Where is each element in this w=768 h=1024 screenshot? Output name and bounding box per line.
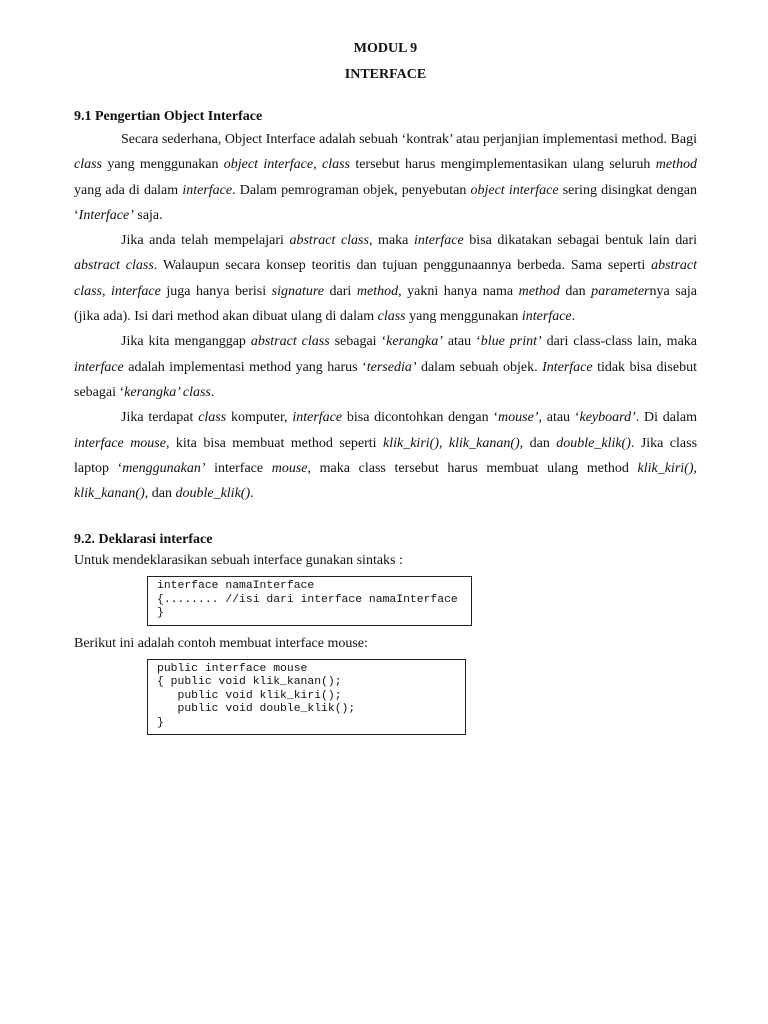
italic-term: double_klik() xyxy=(556,435,631,451)
text-run: . Jika class laptop ‘ xyxy=(74,435,698,476)
module-number: MODUL 9 xyxy=(353,41,418,56)
italic-term: kerangka’ class xyxy=(124,384,211,400)
text-run: Jika terdapat xyxy=(121,410,199,426)
italic-term: interface xyxy=(521,309,572,325)
paragraph-4 xyxy=(74,405,697,506)
italic-term: interface xyxy=(111,283,161,299)
italic-term: klik_kiri(), klik_kanan() xyxy=(383,435,520,451)
module-topic: INTERFACE xyxy=(344,67,427,82)
section-2-heading: 9.2. Deklarasi interface xyxy=(74,532,213,548)
italic-term: method xyxy=(518,283,560,299)
text-run: Jika kita menganggap xyxy=(121,334,251,350)
text-run: bisa dicontohkan dengan ‘ xyxy=(342,410,499,426)
code-line: {........ //isi dari interface namaInterface xyxy=(157,593,458,606)
italic-term: method xyxy=(655,157,698,173)
text-run: . Di dalam xyxy=(635,410,697,426)
text-run: dalam sebuah objek. xyxy=(416,359,543,375)
text-run: . xyxy=(210,384,215,400)
example-code-block xyxy=(147,659,466,736)
text-run: nya saja (jika ada). Isi dari method akan dibuat ulang di dalam xyxy=(74,283,698,325)
text-run: dari xyxy=(324,283,357,299)
italic-term: abstract class xyxy=(250,334,330,350)
text-run: Secara sederhana, Object Interface adalah sebuah ‘kontrak’ atau perjanjian implementasi method. Bagi xyxy=(121,132,697,147)
code-line: public void klik_kiri(); xyxy=(157,689,342,702)
text-run: bisa dikatakan sebagai bentuk lain dari xyxy=(463,233,698,249)
italic-term: interface xyxy=(74,359,124,375)
italic-term: object interface xyxy=(223,157,314,173)
italic-term: kerangka’ xyxy=(386,334,443,350)
italic-term: menggunakan’ xyxy=(122,460,206,476)
paragraph-3 xyxy=(74,329,697,405)
text-run: adalah implementasi method yang harus ‘ xyxy=(123,359,367,375)
italic-term: keyboard’ xyxy=(579,410,636,426)
code-line: { public void klik_kanan(); xyxy=(157,676,342,689)
syntax-intro: Untuk mendeklarasikan sebuah interface gunakan sintaks : xyxy=(74,553,403,569)
italic-term: interface mouse xyxy=(74,435,166,451)
text-run: dan xyxy=(559,283,592,299)
text-run: yang ada di dalam xyxy=(74,182,183,198)
text-run: saja. xyxy=(133,207,163,223)
text-run: komputer, xyxy=(226,410,293,426)
italic-term: abstract class xyxy=(74,258,697,299)
paragraph-1 xyxy=(74,127,697,228)
italic-term: class xyxy=(377,309,406,325)
section-1-heading: 9.1 Pengertian Object Interface xyxy=(74,109,263,124)
italic-term: object interface xyxy=(470,182,559,198)
text-run: , xyxy=(313,157,322,173)
italic-term: Interface’ xyxy=(78,207,134,223)
code-line: interface namaInterface xyxy=(157,580,315,593)
text-run: tidak bisa disebut sebagai ‘ xyxy=(74,359,697,400)
text-run: interface xyxy=(205,460,272,476)
text-run: tersebut harus mengimplementasikan ulang seluruh xyxy=(349,157,656,173)
text-run: atau ‘ xyxy=(442,334,481,350)
text-run: dan xyxy=(148,486,176,502)
italic-term: Interface xyxy=(542,359,593,375)
italic-term: class xyxy=(198,410,227,426)
text-run: , maka xyxy=(368,233,414,249)
example-intro: Berikut ini adalah contoh membuat interface mouse: xyxy=(74,635,368,651)
italic-term: mouse’ xyxy=(498,410,539,426)
text-run: Jika anda telah mempelajari xyxy=(121,233,290,249)
italic-term: abstract class xyxy=(289,233,369,249)
text-run: juga hanya berisi xyxy=(160,283,272,299)
italic-term: interface xyxy=(413,233,464,249)
code-line: } xyxy=(157,607,164,620)
text-run: sebagai ‘ xyxy=(329,334,387,350)
text-run: , maka class tersebut harus membuat ulang method xyxy=(307,460,638,476)
document-page xyxy=(74,36,697,735)
paragraph-2 xyxy=(74,228,697,329)
text-run: , yakni hanya nama xyxy=(398,283,519,299)
code-line: } xyxy=(157,716,164,729)
italic-term: parameter xyxy=(591,283,650,299)
text-run: , kita bisa membuat method seperti xyxy=(165,435,384,451)
text-run: . Walaupun secara konsep teoritis dan tujuan penggunaannya berbeda. Sama seperti xyxy=(153,258,652,274)
italic-term: class xyxy=(321,157,350,173)
text-run: yang menggunakan xyxy=(102,157,224,173)
text-run: dari class-class lain, maka xyxy=(541,334,698,350)
italic-term: method xyxy=(356,283,399,299)
syntax-code-block xyxy=(147,576,472,626)
italic-term: klik_kiri(), klik_kanan(), xyxy=(74,460,697,502)
text-run: , dan xyxy=(519,435,557,451)
text-run: . xyxy=(250,486,254,502)
italic-term: interface xyxy=(182,182,233,198)
text-run: yang menggunakan xyxy=(405,309,522,325)
italic-term: abstract class xyxy=(74,258,154,274)
italic-term: mouse xyxy=(271,460,308,476)
code-line: public interface mouse xyxy=(157,662,308,675)
code-line: public void double_klik(); xyxy=(157,703,356,716)
text-run: , xyxy=(102,283,112,299)
italic-term: double_klik() xyxy=(175,486,251,502)
italic-term: interface xyxy=(292,410,343,426)
text-run: . Dalam pemrograman objek, penyebutan xyxy=(232,182,471,198)
italic-term: class xyxy=(74,157,102,173)
italic-term: tersedia’ xyxy=(366,359,417,375)
italic-term: blue print’ xyxy=(480,334,542,350)
text-run: sering disingkat dengan ‘ xyxy=(74,182,697,223)
text-run: . xyxy=(571,309,576,325)
text-run: , atau ‘ xyxy=(538,410,580,426)
italic-term: signature xyxy=(271,283,325,299)
